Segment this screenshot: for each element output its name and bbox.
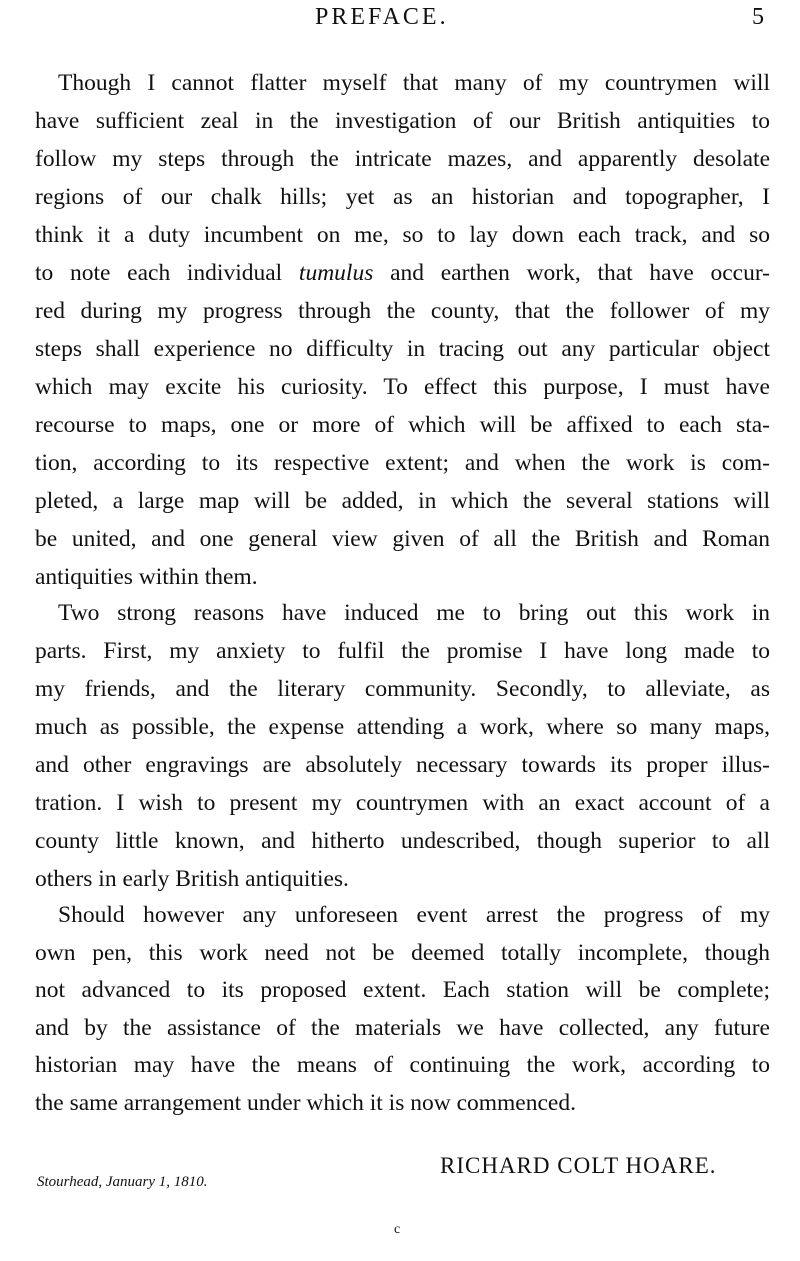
text-line: follow my steps through the intricate mazes, and apparently desolate: [35, 146, 770, 172]
text-line: county little known, and hitherto undescribed, though superior to all: [35, 828, 770, 854]
text-line: recourse to maps, one or more of which will be affixed to each sta-: [35, 412, 770, 438]
text-line: be united, and one general view given of all the British and Roman: [35, 526, 770, 552]
running-title: PREFACE.: [315, 4, 449, 30]
text-line: not advanced to its proposed extent. Each station will be complete;: [35, 977, 770, 1003]
text-line: tration. I wish to present my countrymen with an exact account of a: [35, 790, 770, 816]
text-line: historian may have the means of continuing the work, according to: [35, 1052, 770, 1078]
text-line: Should however any unforeseen event arrest the progress of my: [58, 902, 770, 928]
text-line: Though I cannot flatter myself that many of my countrymen will: [58, 70, 770, 96]
author-signature: RICHARD COLT HOARE.: [440, 1153, 717, 1178]
text-line: and by the assistance of the materials we have collected, any future: [35, 1014, 770, 1041]
text-line: steps shall experience no difficulty in tracing out any particular object: [35, 336, 770, 362]
text-line: have sufficient zeal in the investigation of our British antiquities to: [35, 108, 770, 134]
text-line: own pen, this work need not be deemed totally incomplete, though: [35, 939, 770, 966]
text-line: think it a duty incumbent on me, so to lay down each track, and so: [35, 222, 770, 248]
place-date: Stourhead, January 1, 1810.: [37, 1174, 208, 1190]
text-line: antiquities within them.: [35, 564, 258, 590]
italic-term: tumulus: [298, 260, 374, 286]
text-line: others in early British antiquities.: [35, 866, 349, 892]
text-line: and other engravings are absolutely necessary towards its proper illus-: [35, 752, 770, 778]
text-line: to note each individual tumulus and earthen work, that have occur-: [35, 260, 771, 286]
text-line: parts. First, my anxiety to fulfil the promise I have long made to: [35, 638, 770, 664]
text-line: red during my progress through the county, that the follower of my: [35, 298, 770, 324]
text-line: the same arrangement under which it is now commenced.: [35, 1089, 576, 1116]
text-line: tion, according to its respective extent; and when the work is com-: [35, 450, 770, 476]
text-line: pleted, a large map will be added, in which the several stations will: [35, 488, 770, 514]
text-line: regions of our chalk hills; yet as an historian and topographer, I: [35, 184, 770, 210]
signature-mark: c: [394, 1222, 401, 1237]
text-line: much as possible, the expense attending a work, where so many maps,: [35, 714, 770, 740]
text-line: which may excite his curiosity. To effect this purpose, I must have: [35, 374, 770, 400]
text-line: Two strong reasons have induced me to bring out this work in: [58, 600, 770, 626]
text-line: my friends, and the literary community. Secondly, to alleviate, as: [35, 676, 770, 702]
page-number: 5: [752, 4, 764, 30]
